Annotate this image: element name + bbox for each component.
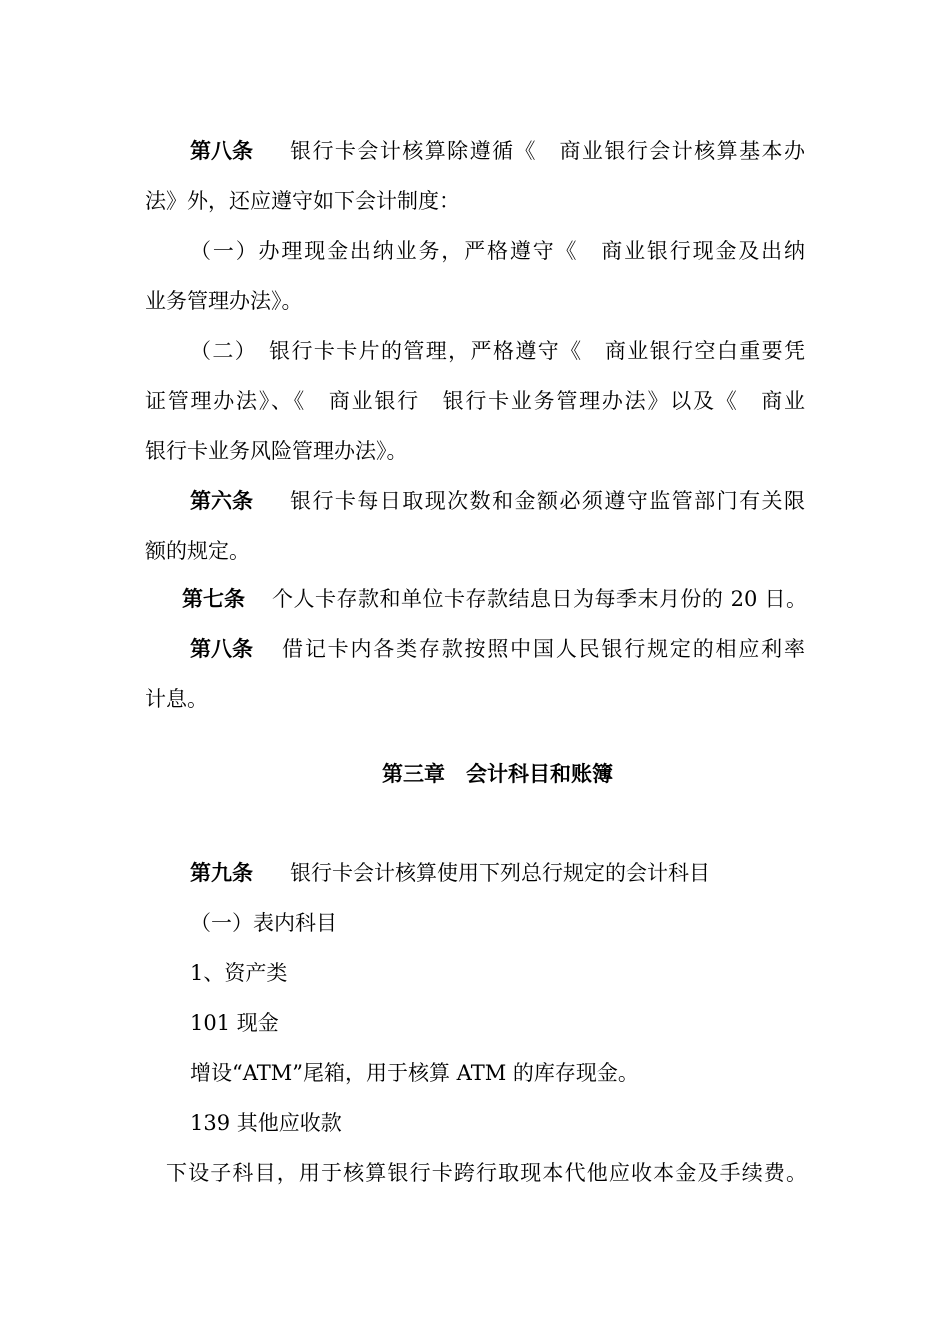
list-item: 101 现金 — [190, 1011, 279, 1035]
paragraph-line: 额的规定。 — [145, 539, 250, 563]
paragraph-line: 业务管理办法》。 — [145, 289, 303, 313]
list-item: 1、资产类 — [190, 961, 288, 985]
paragraph-line: 银行卡会计核算使用下列总行规定的会计科目 — [290, 861, 710, 885]
paragraph-line: 计息。 — [145, 687, 208, 711]
article-label: 第六条 — [190, 489, 253, 513]
article-label: 第七条 — [182, 587, 245, 611]
paragraph-line: 银行卡会计核算除遵循《 商业银行会计核算基本办 — [290, 139, 805, 163]
list-item: 增设“ATM”尾箱，用于核算 ATM 的库存现金。 — [190, 1061, 639, 1085]
paragraph-line: 法》外，还应遵守如下会计制度： — [145, 189, 460, 213]
paragraph-line: 证管理办法》、《 商业银行 银行卡业务管理办法》以及《 商业 — [145, 389, 805, 413]
paragraph-line: （一）办理现金出纳业务，严格遵守《 商业银行现金及出纳 — [190, 239, 805, 263]
list-item: （一）表内科目 — [190, 911, 337, 935]
paragraph-line: （二） 银行卡卡片的管理，严格遵守《 商业银行空白重要凭 — [190, 339, 805, 363]
chapter-heading: 第三章 会计科目和账簿 — [382, 762, 613, 786]
paragraph-line: 借记卡内各类存款按照中国人民银行规定的相应利率 — [282, 637, 805, 661]
article-label: 第九条 — [190, 861, 253, 885]
article-label: 第八条 — [190, 637, 253, 661]
paragraph-line: 银行卡每日取现次数和金额必须遵守监管部门有关限 — [290, 489, 805, 513]
paragraph-line: 银行卡业务风险管理办法》。 — [145, 439, 408, 463]
list-item: 139 其他应收款 — [190, 1111, 342, 1135]
list-item: 下设子科目，用于核算银行卡跨行取现本代他应收本金及手续费。 — [166, 1161, 807, 1185]
paragraph-line: 个人卡存款和单位卡存款结息日为每季末月份的 20 日。 — [272, 587, 807, 611]
article-label: 第八条 — [190, 139, 253, 163]
